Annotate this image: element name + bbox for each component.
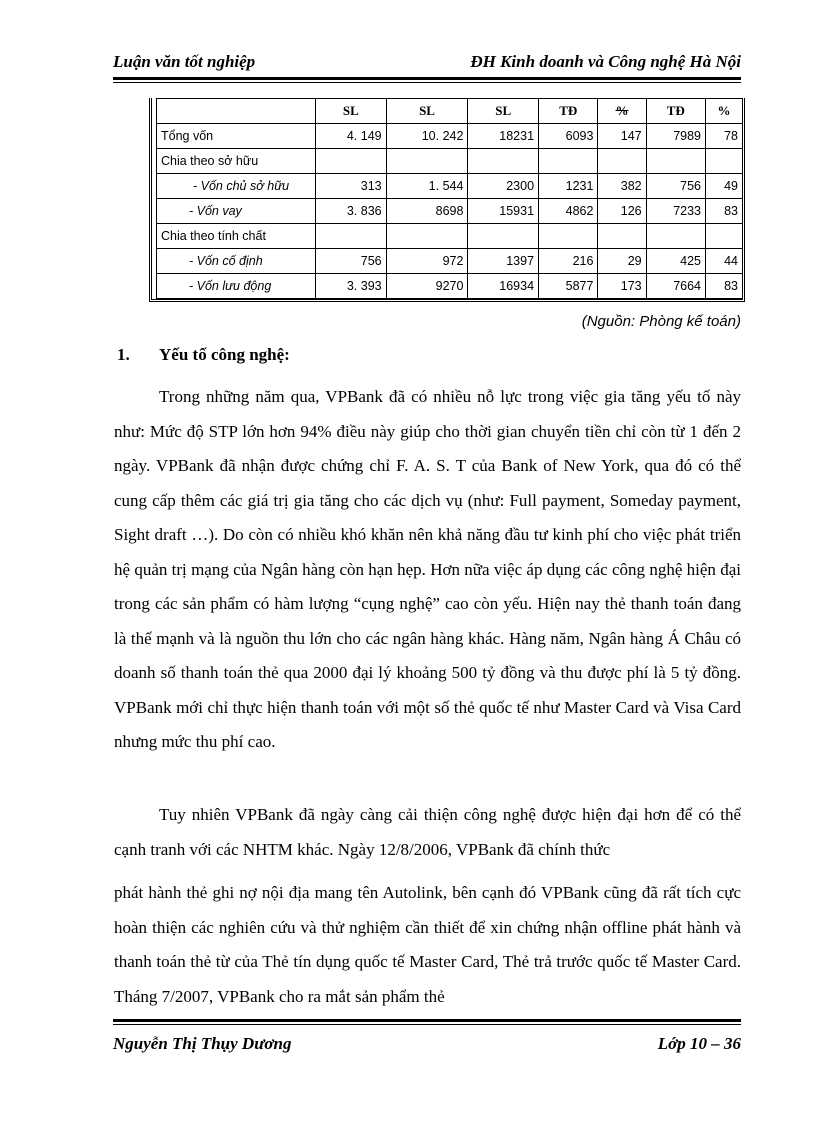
paragraph-text: phát hành thẻ ghi nợ nội địa mang tên Autolink, bên cạnh đó VPBank cũng đã rất tích cực hoàn thiện các nghiên cứu và thử nghiệm cần thiết để xin chứng nhận offline phát hành và thanh toán thẻ từ của Thẻ tín dụng quốc tế Master Card, Thẻ trả trước quốc tế Master Card. Tháng 7/2007, VPBank cho ra mắt sản phẩm thẻ <box>114 883 741 1006</box>
row-label: Tổng vốn <box>157 124 316 149</box>
table-cell: 8698 <box>386 199 468 224</box>
table-cell: 9270 <box>386 274 468 299</box>
table-cell <box>386 224 468 249</box>
table-cell <box>386 149 468 174</box>
table-header-cell <box>157 99 316 124</box>
paragraph <box>114 798 741 867</box>
table-cell <box>468 224 539 249</box>
table-cell: 1. 544 <box>386 174 468 199</box>
table-cell: 1397 <box>468 249 539 274</box>
table-cell <box>646 224 705 249</box>
table-cell: 7233 <box>646 199 705 224</box>
table-cell <box>706 149 743 174</box>
table-cell: 147 <box>598 124 646 149</box>
table-cell: 18231 <box>468 124 539 149</box>
table-cell: 756 <box>646 174 705 199</box>
table-header-cell: % <box>706 99 743 124</box>
table-cell: 6093 <box>539 124 598 149</box>
row-label: Chia theo tính chất <box>157 224 316 249</box>
table-cell: 78 <box>706 124 743 149</box>
table-cell: 173 <box>598 274 646 299</box>
table-cell: 16934 <box>468 274 539 299</box>
row-label: - Vốn cố định <box>157 249 316 274</box>
table-cell: 216 <box>539 249 598 274</box>
section-heading <box>117 345 290 365</box>
table-row <box>157 249 743 274</box>
row-label: - Vốn lưu động <box>157 274 316 299</box>
table-cell: 83 <box>706 199 743 224</box>
table-header-cell: SL <box>386 99 468 124</box>
page-header <box>113 52 741 74</box>
table-cell: 83 <box>706 274 743 299</box>
header-rule-thick <box>113 77 741 80</box>
table-cell <box>598 224 646 249</box>
table-header-row <box>157 99 743 124</box>
table-cell: 7664 <box>646 274 705 299</box>
table-row <box>157 274 743 299</box>
capital-table-frame <box>149 98 745 302</box>
table-header-cell: SL <box>468 99 539 124</box>
table-cell: 29 <box>598 249 646 274</box>
header-rule-thin <box>113 82 741 83</box>
footer-class: Lớp 10 – 36 <box>657 1034 741 1053</box>
table-cell <box>468 149 539 174</box>
table-cell: 44 <box>706 249 743 274</box>
table-header-cell: % <box>598 99 646 124</box>
table-cell: 7989 <box>646 124 705 149</box>
paragraph <box>114 876 741 1014</box>
table-cell: 126 <box>598 199 646 224</box>
capital-table <box>156 98 743 299</box>
table-cell: 10. 242 <box>386 124 468 149</box>
table-header-cell: SL <box>316 99 387 124</box>
paragraph-text: Trong những năm qua, VPBank đã có nhiều nỗ lực trong việc gia tăng yếu tố này như: Mức độ STP lớn hơn 94% điều này giúp cho thời gian chuyển tiền chỉ còn từ 1 đến 2 ngày. VPBank đã nhận được chứng chỉ F. A. S. T của Bank of New York, qua đó có thể cung cấp thêm các giá trị gia tăng cho các dịch vụ (như: Full payment, Someday payment, Sight draft …). Do còn có nhiều khó khăn nên khả năng đầu tư kinh phí cho việc phát triển hệ quản trị mạng của Ngân hàng còn hạn hẹp. Hơn nữa việc áp dụng các công nghệ hiện đại trong các sản phẩm có hàm lượng “cụng nghệ” cao còn yếu. Hiện nay thẻ thanh toán đang là thế mạnh và là nguồn thu lớn cho các ngân hàng khác. Hàng năm, Ngân hàng Á Châu có doanh số thanh toán thẻ qua 2000 đại lý khoảng 500 tỷ đồng và thu được phí là 5 tỷ đồng. VPBank mới chỉ thực hiện thanh toán với một số thẻ quốc tế như Master Card và Visa Card nhưng mức thu phí cao. <box>114 387 741 751</box>
section-title: Yếu tố công nghệ: <box>159 345 290 364</box>
table-header-cell: TĐ <box>539 99 598 124</box>
table-cell <box>539 149 598 174</box>
page-footer <box>113 1034 741 1056</box>
table-row <box>157 224 743 249</box>
table-cell: 1231 <box>539 174 598 199</box>
table-cell: 4862 <box>539 199 598 224</box>
paragraph <box>114 380 741 760</box>
footer-rule-thin <box>113 1024 741 1025</box>
table-row <box>157 199 743 224</box>
row-label: - Vốn chủ sở hữu <box>157 174 316 199</box>
footer-author: Nguyễn Thị Thụy Dương <box>113 1034 292 1053</box>
table-cell: 382 <box>598 174 646 199</box>
table-cell <box>598 149 646 174</box>
table-cell: 756 <box>316 249 387 274</box>
table-cell: 4. 149 <box>316 124 387 149</box>
table-cell <box>316 149 387 174</box>
paragraph-text: Tuy nhiên VPBank đã ngày càng cải thiện công nghệ được hiện đại hơn để có thể cạnh tranh với các NHTM khác. Ngày 12/8/2006, VPBank đã chính thức <box>114 805 741 859</box>
table-cell: 2300 <box>468 174 539 199</box>
row-label: - Vốn vay <box>157 199 316 224</box>
table-cell <box>316 224 387 249</box>
table-row <box>157 124 743 149</box>
table-cell: 3. 836 <box>316 199 387 224</box>
table-cell: 313 <box>316 174 387 199</box>
row-label: Chia theo sở hữu <box>157 149 316 174</box>
table-cell: 425 <box>646 249 705 274</box>
header-university: ĐH Kinh doanh và Công nghệ Hà Nội <box>470 52 741 71</box>
section-number: 1. <box>117 345 130 364</box>
table-cell <box>539 224 598 249</box>
table-cell <box>646 149 705 174</box>
table-cell <box>706 224 743 249</box>
table-cell: 972 <box>386 249 468 274</box>
footer-rule-thick <box>113 1019 741 1022</box>
table-row <box>157 174 743 199</box>
table-source-note: (Nguồn: Phòng kế toán) <box>581 313 741 330</box>
table-cell: 3. 393 <box>316 274 387 299</box>
table-header-cell: TĐ <box>646 99 705 124</box>
table-cell: 15931 <box>468 199 539 224</box>
header-thesis-title: Luận văn tốt nghiệp <box>113 52 256 71</box>
table-cell: 49 <box>706 174 743 199</box>
table-cell: 5877 <box>539 274 598 299</box>
table-row <box>157 149 743 174</box>
